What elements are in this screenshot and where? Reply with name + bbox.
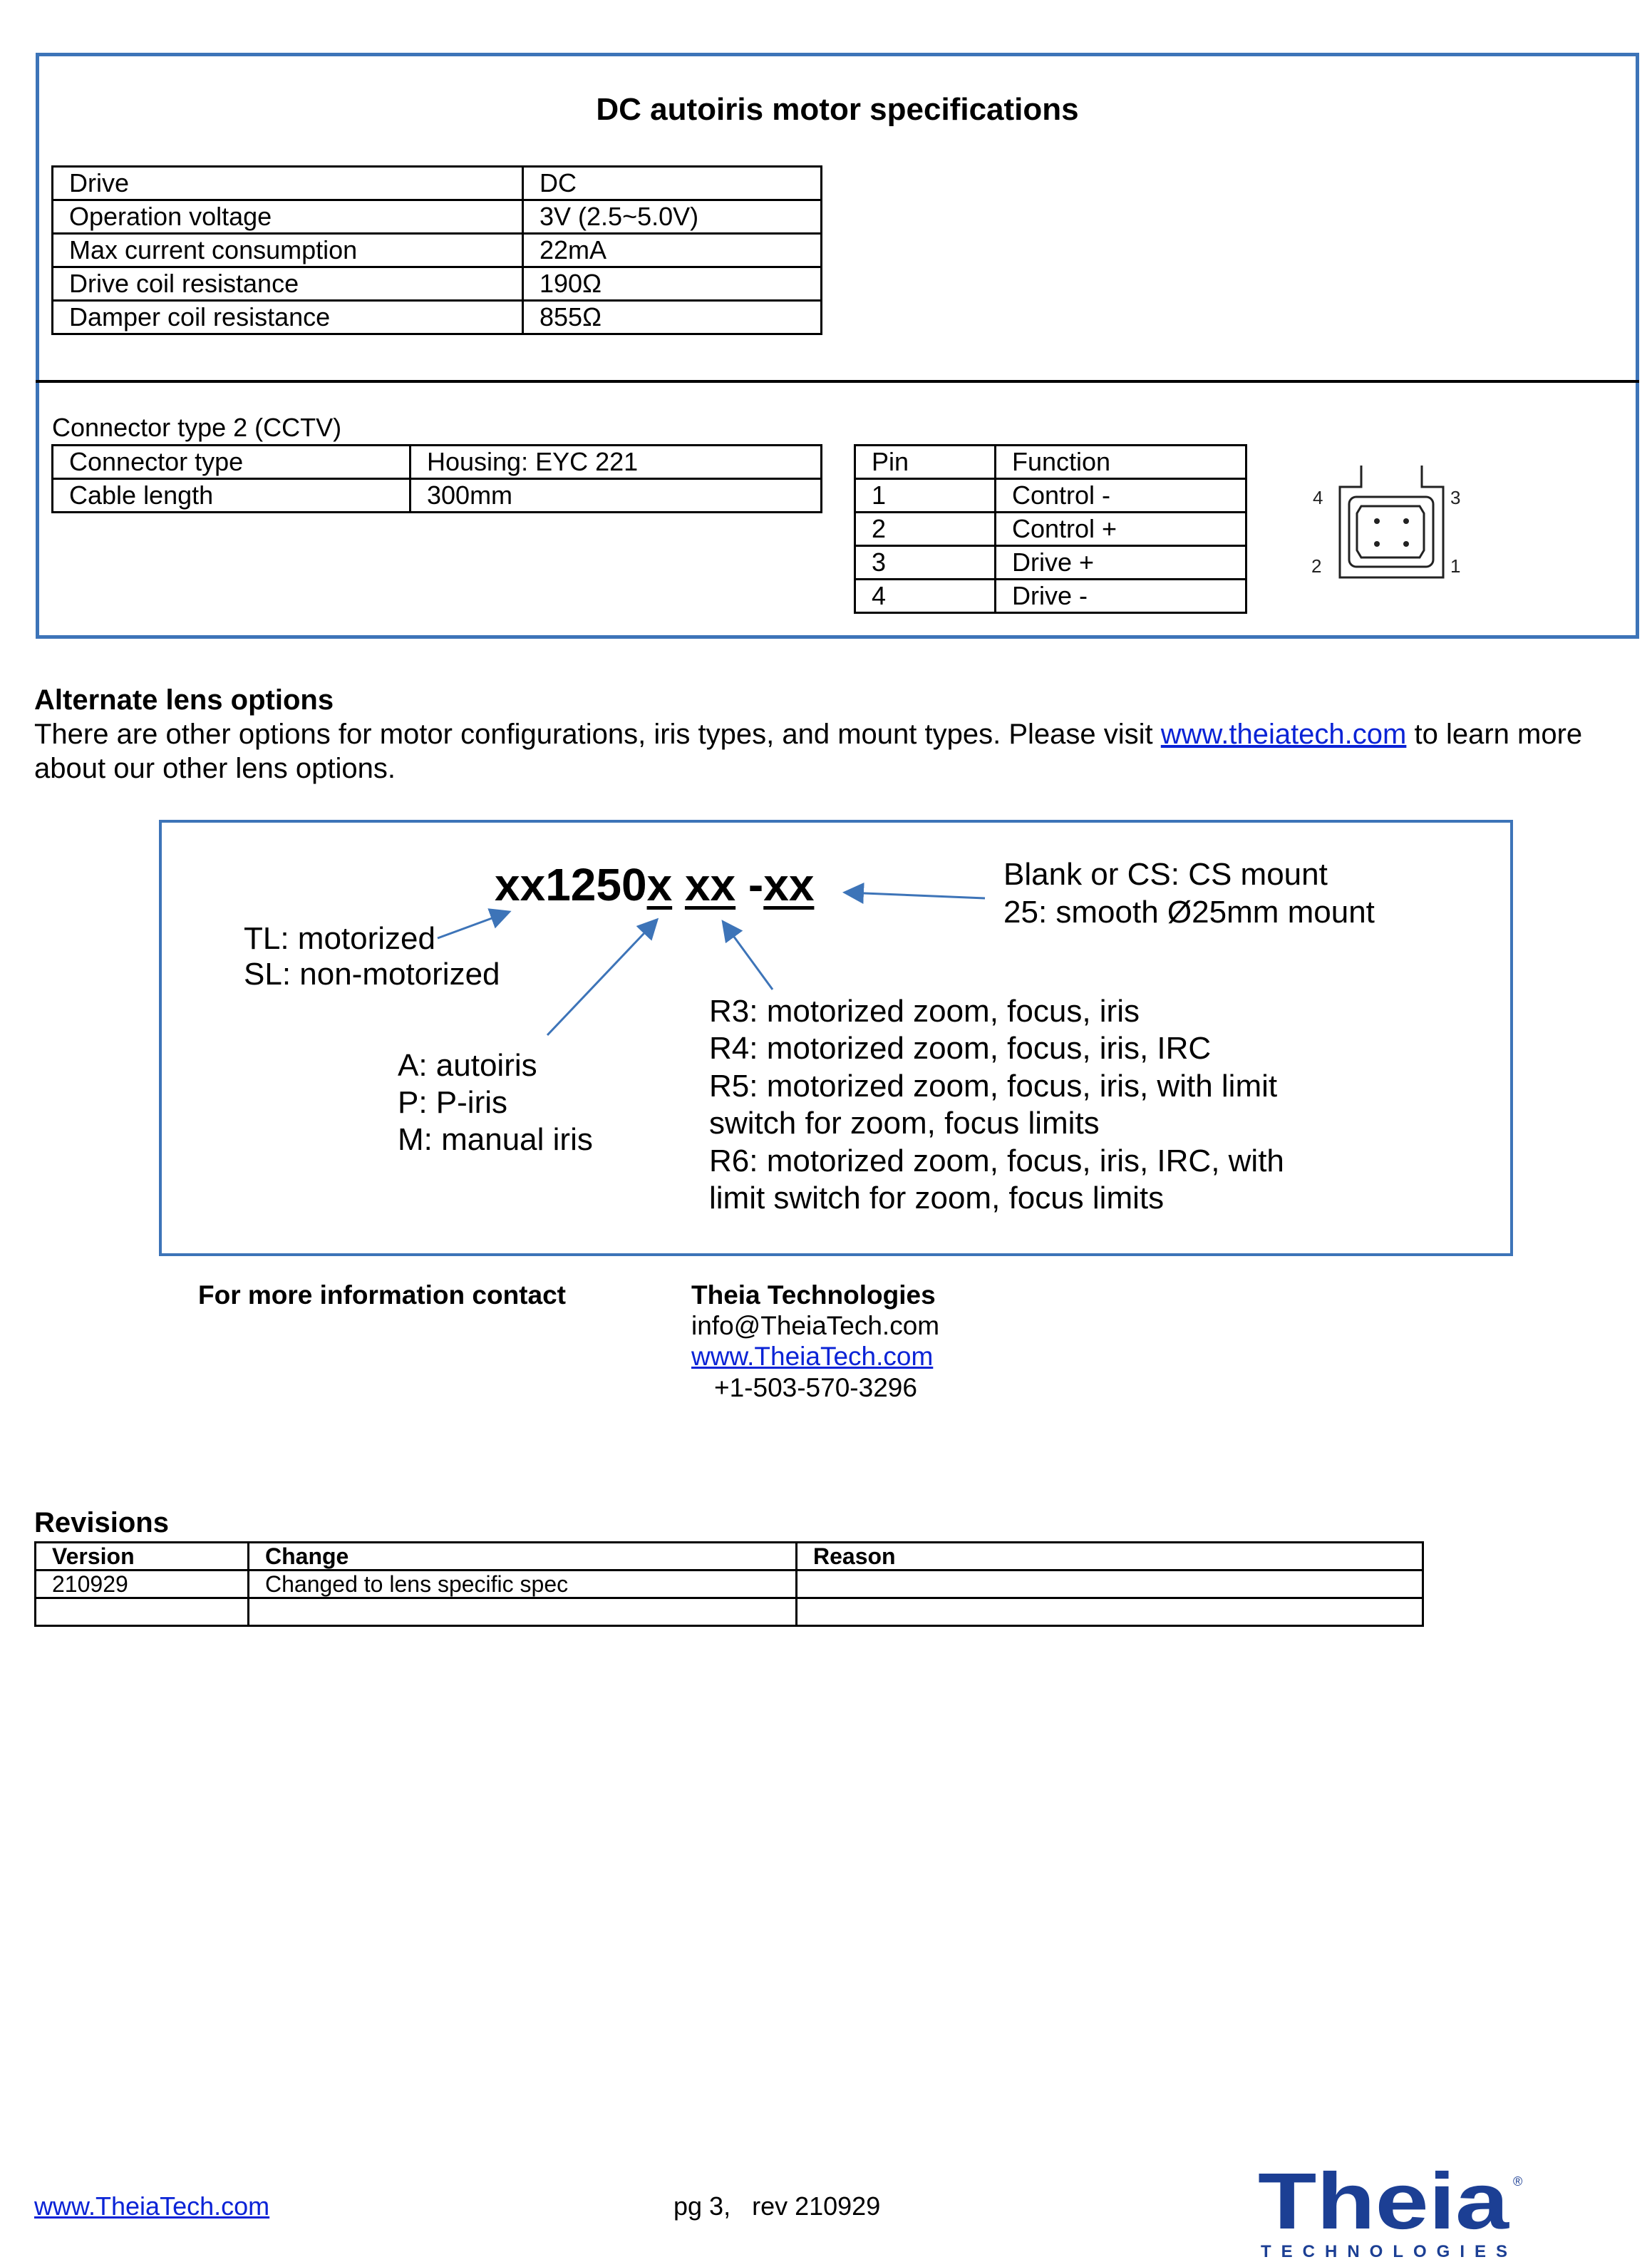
pin-function: Control + bbox=[996, 513, 1246, 546]
table-cell bbox=[797, 1571, 1423, 1598]
theiatech-link[interactable]: www.theiatech.com bbox=[1160, 719, 1407, 750]
pin-header: Pin bbox=[855, 446, 996, 479]
table-cell bbox=[36, 1598, 249, 1626]
config-option: R4: motorized zoom, focus, iris, IRC bbox=[709, 1031, 1212, 1066]
part-prefix: xx1250 bbox=[495, 859, 647, 910]
iris-option: A: autoiris bbox=[398, 1048, 537, 1083]
contact-email: info@TheiaTech.com bbox=[691, 1311, 940, 1340]
connector-value: Housing: EYC 221 bbox=[411, 446, 822, 479]
logo-registered-mark: ® bbox=[1513, 2174, 1523, 2189]
column-header: Reason bbox=[797, 1543, 1423, 1571]
logo-subtitle: TECHNOLOGIES bbox=[1261, 2242, 1507, 2261]
motor-option: TL: motorized bbox=[244, 921, 435, 956]
arrow-iris bbox=[547, 921, 656, 1035]
contact-website-link[interactable]: www.TheiaTech.com bbox=[691, 1342, 934, 1371]
function-header: Function bbox=[996, 446, 1246, 479]
spec-label: Max current consumption bbox=[53, 234, 523, 267]
spec-value: 855Ω bbox=[523, 301, 822, 334]
config-option: R3: motorized zoom, focus, iris bbox=[709, 994, 1140, 1029]
contact-company: Theia Technologies bbox=[691, 1280, 936, 1310]
table-cell: 210929 bbox=[36, 1571, 249, 1598]
revisions-table bbox=[34, 1541, 1424, 1627]
spec-label: Drive coil resistance bbox=[53, 267, 523, 301]
column-header: Version bbox=[36, 1543, 249, 1571]
pin-label-2: 2 bbox=[1311, 555, 1322, 577]
spec-label: Drive bbox=[53, 167, 523, 200]
column-header: Change bbox=[249, 1543, 797, 1571]
arrow-motor bbox=[438, 913, 507, 938]
table-header-row bbox=[36, 1543, 1423, 1571]
logo-wordmark: Theia bbox=[1258, 2164, 1509, 2246]
spec-value: 3V (2.5~5.0V) bbox=[523, 200, 822, 234]
pin-function: Drive + bbox=[996, 546, 1246, 580]
config-option: limit switch for zoom, focus limits bbox=[709, 1181, 1165, 1215]
pin-label-3: 3 bbox=[1450, 487, 1461, 508]
pin-number: 3 bbox=[855, 546, 996, 580]
arrow-mount bbox=[847, 893, 985, 898]
mount-option: 25: smooth Ø25mm mount bbox=[1003, 895, 1375, 930]
table-row bbox=[36, 1571, 1423, 1598]
iris-option: P: P-iris bbox=[398, 1085, 507, 1120]
config-option: switch for zoom, focus limits bbox=[709, 1106, 1100, 1141]
paragraph-text: to learn more about our other lens options. bbox=[34, 719, 1583, 784]
pin-function: Control - bbox=[996, 479, 1246, 513]
revisions-heading: Revisions bbox=[34, 1507, 169, 1538]
spec-value: 190Ω bbox=[523, 267, 822, 301]
pin-label-1: 1 bbox=[1450, 555, 1461, 577]
pin-number: 1 bbox=[855, 479, 996, 513]
config-option: R5: motorized zoom, focus, iris, with limit bbox=[709, 1069, 1278, 1104]
mount-option: Blank or CS: CS mount bbox=[1003, 857, 1328, 892]
contact-label: For more information contact bbox=[198, 1280, 566, 1310]
spec-value: 22mA bbox=[523, 234, 822, 267]
table-row bbox=[36, 1598, 1423, 1626]
pin-label-4: 4 bbox=[1313, 487, 1323, 508]
pin-number: 4 bbox=[855, 580, 996, 613]
spec-label: Damper coil resistance bbox=[53, 301, 523, 334]
spec-label: Operation voltage bbox=[53, 200, 523, 234]
table-cell bbox=[249, 1598, 797, 1626]
iris-option: M: manual iris bbox=[398, 1122, 593, 1157]
page-number: pg 3, rev 210929 bbox=[673, 2191, 881, 2221]
spec-value: DC bbox=[523, 167, 822, 200]
spec-title: DC autoiris motor specifications bbox=[596, 92, 1079, 127]
theia-logo bbox=[1258, 2164, 1529, 2264]
config-option: R6: motorized zoom, focus, iris, IRC, with bbox=[709, 1143, 1284, 1178]
connector-value: 300mm bbox=[411, 479, 822, 513]
connector-label: Cable length bbox=[53, 479, 411, 513]
table-cell: Changed to lens specific spec bbox=[249, 1571, 797, 1598]
part-iris-code: x bbox=[646, 859, 673, 910]
contact-phone: +1-503-570-3296 bbox=[714, 1373, 917, 1402]
part-mount-code: xx bbox=[763, 859, 815, 910]
connector-label: Connector type bbox=[53, 446, 411, 479]
pin-number: 2 bbox=[855, 513, 996, 546]
motor-option: SL: non-motorized bbox=[244, 957, 500, 992]
arrow-config bbox=[724, 923, 773, 989]
part-dash: - bbox=[748, 859, 764, 910]
connector-caption: Connector type 2 (CCTV) bbox=[52, 413, 342, 442]
paragraph-text: There are other options for motor configurations, iris types, and mount types. Please visit bbox=[34, 719, 1161, 750]
part-config-code: xx bbox=[684, 859, 736, 910]
footer-website-link[interactable]: www.TheiaTech.com bbox=[34, 2191, 270, 2221]
alternate-heading: Alternate lens options bbox=[34, 684, 334, 716]
table-cell bbox=[797, 1598, 1423, 1626]
pin-function: Drive - bbox=[996, 580, 1246, 613]
